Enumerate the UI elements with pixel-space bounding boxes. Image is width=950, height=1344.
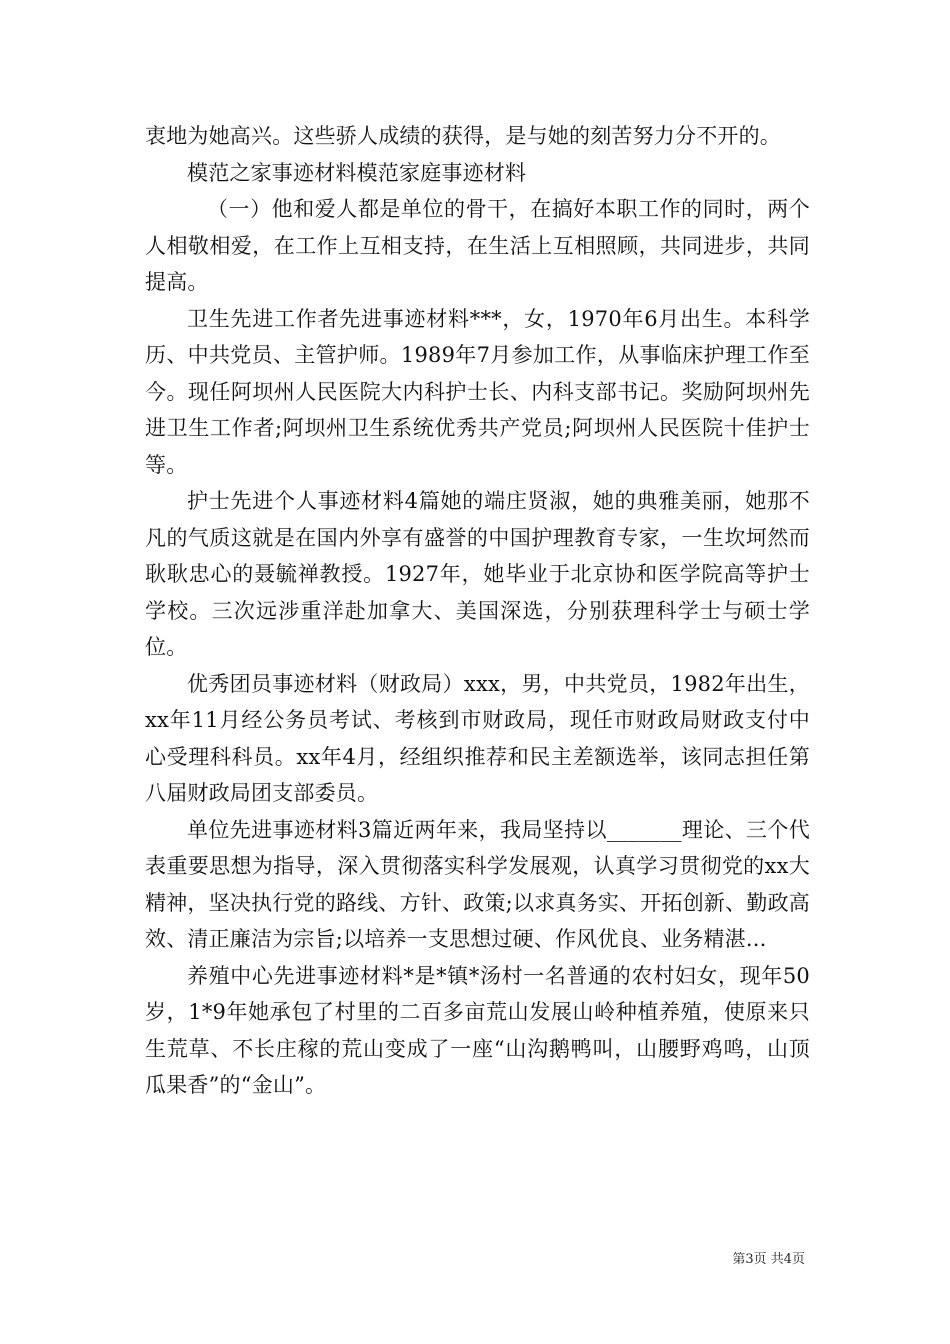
document-body	[145, 118, 810, 1104]
paragraph-unit: 单位先进事迹材料3篇近两年来，我局坚持以_______理论、三个代表重要思想为指导，深入贯彻落实科学发展观，认真学习贯彻党的xx大精神，坚决执行党的路线、方针、政策;以求真务实、开拓创新、勤政高效、清正廉洁为宗旨;以培养一支思想过硬、作风优良、业务精湛...	[145, 817, 810, 951]
paragraph-breeding-center: 养殖中心先进事迹材料*是*镇*汤村一名普通的农村妇女，现年50岁，1*9年她承包了村里的二百多亩荒山发展山岭种植养殖，使原来只生荒草、不长庄稼的荒山变成了一座“山沟鹅鸭叫，山腰野鸡鸣，山顶瓜果香”的“金山”。	[145, 963, 810, 1097]
paragraph-league-member: 优秀团员事迹材料（财政局）xxx，男，中共党员，1982年出生，xx年11月经公务员考试、考核到市财政局，现任市财政局财政支付中心受理科科员。xx年4月，经组织推荐和民主差额选举，该同志担任第八届财政局团支部委员。	[145, 671, 810, 805]
paragraph-nurse: 护士先进个人事迹材料4篇她的端庄贤淑，她的典雅美丽，她那不凡的气质这就是在国内外享有盛誉的中国护理教育专家，一生坎坷然而耿耿忠心的聂毓禅教授。1927年，她毕业于北京协和医学院高等护士学校。三次远涉重洋赴加拿大、美国深选，分别获理科学士与硕士学位。	[145, 489, 810, 659]
page-number: 第3页 共4页	[732, 1252, 805, 1267]
paragraph-continuation: 衷地为她高兴。这些骄人成绩的获得，是与她的刻苦努力分不开的。	[145, 124, 781, 148]
paragraph-health-worker: 卫生先进工作者先进事迹材料***，女，1970年6月出生。本科学历、中共党员、主管护师。1989年7月参加工作，从事临床护理工作至今。现任阿坝州人民医院大内科护士长、内科支部书记。奖励阿坝州先进卫生工作者;阿坝州卫生系统优秀共产党员;阿坝州人民医院十佳护士等。	[145, 306, 810, 477]
paragraph-model-family-detail: （一）他和爱人都是单位的骨干，在搞好本职工作的同时，两个人相敬相爱，在工作上互相支持，在生活上互相照顾，共同进步，共同提高。	[145, 197, 810, 294]
paragraph-heading-model-family: 模范之家事迹材料模范家庭事迹材料	[187, 160, 527, 185]
